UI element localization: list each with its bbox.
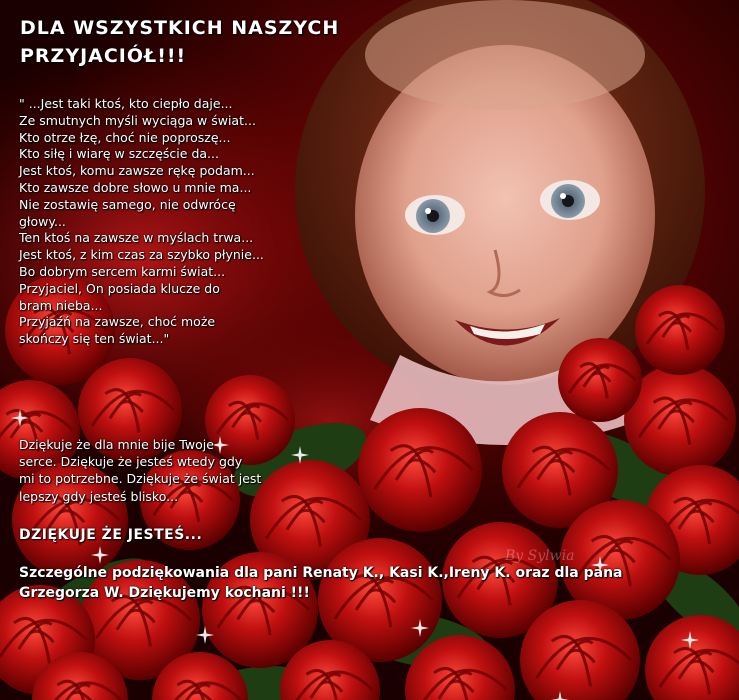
poem-line: Przyjaciel, On posiada klucze do	[19, 280, 220, 296]
rose	[635, 285, 725, 375]
poem-line: " ...Jest taki ktoś, kto ciepło daje...	[19, 96, 233, 111]
special-thanks	[19, 563, 719, 603]
poem-line: Kto zawsze dobre słowo u mnie ma...	[19, 179, 252, 195]
poem-line: Kto siłę i wiarę w szczęście da...	[19, 146, 219, 162]
poem-line: Przyjaźń na zawsze, choć może	[19, 314, 216, 330]
rose	[645, 615, 739, 700]
poem-line: skończy się ten świat..."	[19, 331, 170, 347]
rose	[358, 408, 482, 532]
rose	[558, 338, 642, 422]
poem-line: bram nieba...	[19, 297, 103, 313]
special-thanks-line: Grzegorza W. Dziękujemy kochani !!!	[19, 585, 310, 601]
thanks-line: Dziękuje że dla mnie bije Twoje	[19, 437, 214, 452]
thanks-paragraph	[19, 436, 339, 505]
poem-line: Jest ktoś, komu zawsze rękę podam...	[19, 163, 255, 179]
thanks-line: serce. Dziękuje że jesteś wtedy gdy	[19, 454, 243, 470]
poem-line: Kto otrze łzę, choć nie poproszę...	[19, 129, 231, 145]
thanks-heading: DZIĘKUJE ŻE JESTEŚ...	[19, 527, 203, 543]
thanks-line: mi to potrzebne. Dziękuje że świat jest	[19, 471, 262, 487]
poem-line: Ze smutnych myśli wyciąga w świat...	[19, 112, 256, 128]
poem-line: Nie zostawię samego, nie odwrócę	[19, 196, 236, 212]
poem-line: głowy...	[19, 213, 66, 229]
card-title	[20, 14, 400, 70]
title-line: PRZYJACIÓŁ!!!	[20, 45, 187, 67]
poem	[19, 96, 319, 348]
thanks-line: lepszy gdy jesteś blisko...	[19, 488, 179, 504]
eye-left	[405, 195, 465, 235]
poem-line: Ten ktoś na zawsze w myślach trwa...	[19, 230, 254, 246]
poem-line: Bo dobrym sercem karmi świat...	[19, 263, 226, 279]
eye-right	[540, 180, 600, 220]
poem-line: Jest ktoś, z kim czas za szybko płynie...	[19, 247, 264, 263]
watermark: By Sylwia	[505, 548, 575, 564]
special-thanks-line: Szczególne podziękowania dla pani Renaty K., Kasi K.,Ireny K. oraz dla pana	[19, 565, 623, 581]
title-line: DLA WSZYSTKICH NASZYCH	[20, 17, 340, 39]
